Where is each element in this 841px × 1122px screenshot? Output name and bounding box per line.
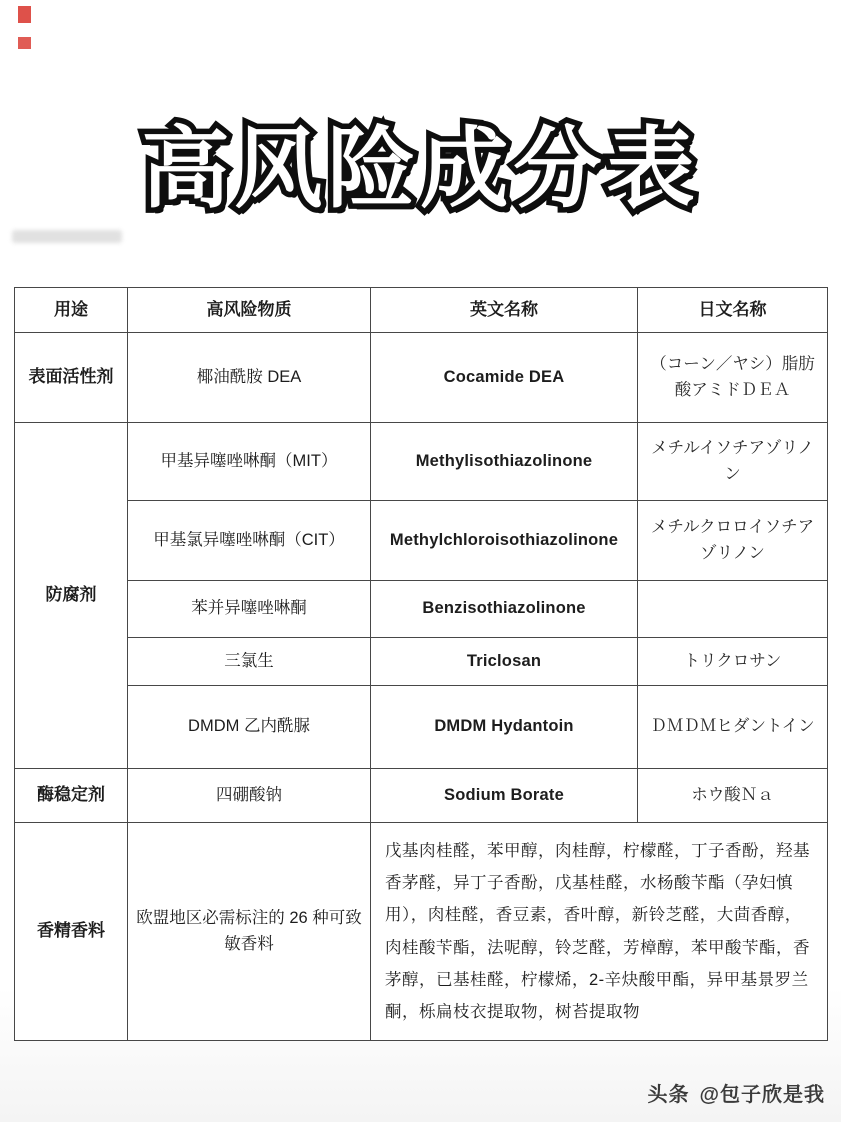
cell-substance: 欧盟地区必需标注的 26 种可致敏香料 bbox=[128, 823, 371, 1041]
red-stamp-mark bbox=[18, 6, 31, 23]
cell-substance: 甲基氯异噻唑啉酮（CIT） bbox=[128, 501, 371, 581]
high-risk-ingredients-table bbox=[14, 287, 828, 1041]
table-row bbox=[15, 686, 828, 769]
cell-japanese: ホウ酸Ｎａ bbox=[638, 769, 828, 823]
cell-use: 酶稳定剂 bbox=[15, 769, 128, 823]
cell-english: Triclosan bbox=[371, 638, 638, 686]
cell-substance: 四硼酸钠 bbox=[128, 769, 371, 823]
cell-japanese: （コーン／ヤシ）脂肪酸アミドＤＥＡ bbox=[638, 333, 828, 423]
smudge-mark bbox=[12, 230, 122, 243]
cell-english: Cocamide DEA bbox=[371, 333, 638, 423]
cell-substance: 椰油酰胺 DEA bbox=[128, 333, 371, 423]
cell-substance: DMDM 乙内酰脲 bbox=[128, 686, 371, 769]
cell-japanese: メチルクロロイソチアゾリノン bbox=[638, 501, 828, 581]
cell-substance: 苯并异噻唑啉酮 bbox=[128, 581, 371, 638]
page-title bbox=[0, 116, 841, 222]
header-substance: 高风险物质 bbox=[128, 288, 371, 333]
cell-use: 表面活性剂 bbox=[15, 333, 128, 423]
cell-use: 防腐剂 bbox=[15, 423, 128, 769]
cell-japanese: トリクロサン bbox=[638, 638, 828, 686]
table-row bbox=[15, 769, 828, 823]
cell-english: Benzisothiazolinone bbox=[371, 581, 638, 638]
cell-english: Methylisothiazolinone bbox=[371, 423, 638, 501]
cell-use: 香精香料 bbox=[15, 823, 128, 1041]
header-use: 用途 bbox=[15, 288, 128, 333]
watermark-brand: 头条 bbox=[647, 1084, 690, 1106]
table-row bbox=[15, 501, 828, 581]
cell-substance: 甲基异噻唑啉酮（MIT） bbox=[128, 423, 371, 501]
cell-substance: 三氯生 bbox=[128, 638, 371, 686]
cell-english: Sodium Borate bbox=[371, 769, 638, 823]
page-title-text: 高风险成分表 高风险成分表 bbox=[141, 116, 699, 222]
table-row bbox=[15, 333, 828, 423]
table-row bbox=[15, 581, 828, 638]
table-row bbox=[15, 823, 828, 1041]
red-stamp-mark bbox=[18, 37, 31, 49]
table-header-row bbox=[15, 288, 828, 333]
cell-japanese bbox=[638, 581, 828, 638]
header-japanese: 日文名称 bbox=[638, 288, 828, 333]
header-english: 英文名称 bbox=[371, 288, 638, 333]
cell-english: Methylchloroisothiazolinone bbox=[371, 501, 638, 581]
cell-allergen-list: 戊基肉桂醛，苯甲醇，肉桂醇，柠檬醛，丁子香酚，羟基香茅醛，异丁子香酚，戊基桂醛，水杨酸苄酯（孕妇慎用），肉桂醛，香豆素，香叶醇，新铃芝醛，大茴香醇，肉桂酸苄酯，法呢醇，铃芝醛，芳樟醇，苯甲酸苄酯，香茅醇，已基桂醛，柠檬烯，2-辛炔酸甲酯，异甲基景罗兰酮，栎扁枝衣提取物，树苔提取物 bbox=[371, 823, 828, 1041]
watermark-handle: @包子欣是我 bbox=[699, 1084, 825, 1106]
cell-japanese: メチルイソチアゾリノン bbox=[638, 423, 828, 501]
table-row bbox=[15, 423, 828, 501]
cell-english: DMDM Hydantoin bbox=[371, 686, 638, 769]
watermark bbox=[647, 1078, 825, 1107]
table-row bbox=[15, 638, 828, 686]
cell-japanese: ＤＭＤＭヒダントイン bbox=[638, 686, 828, 769]
